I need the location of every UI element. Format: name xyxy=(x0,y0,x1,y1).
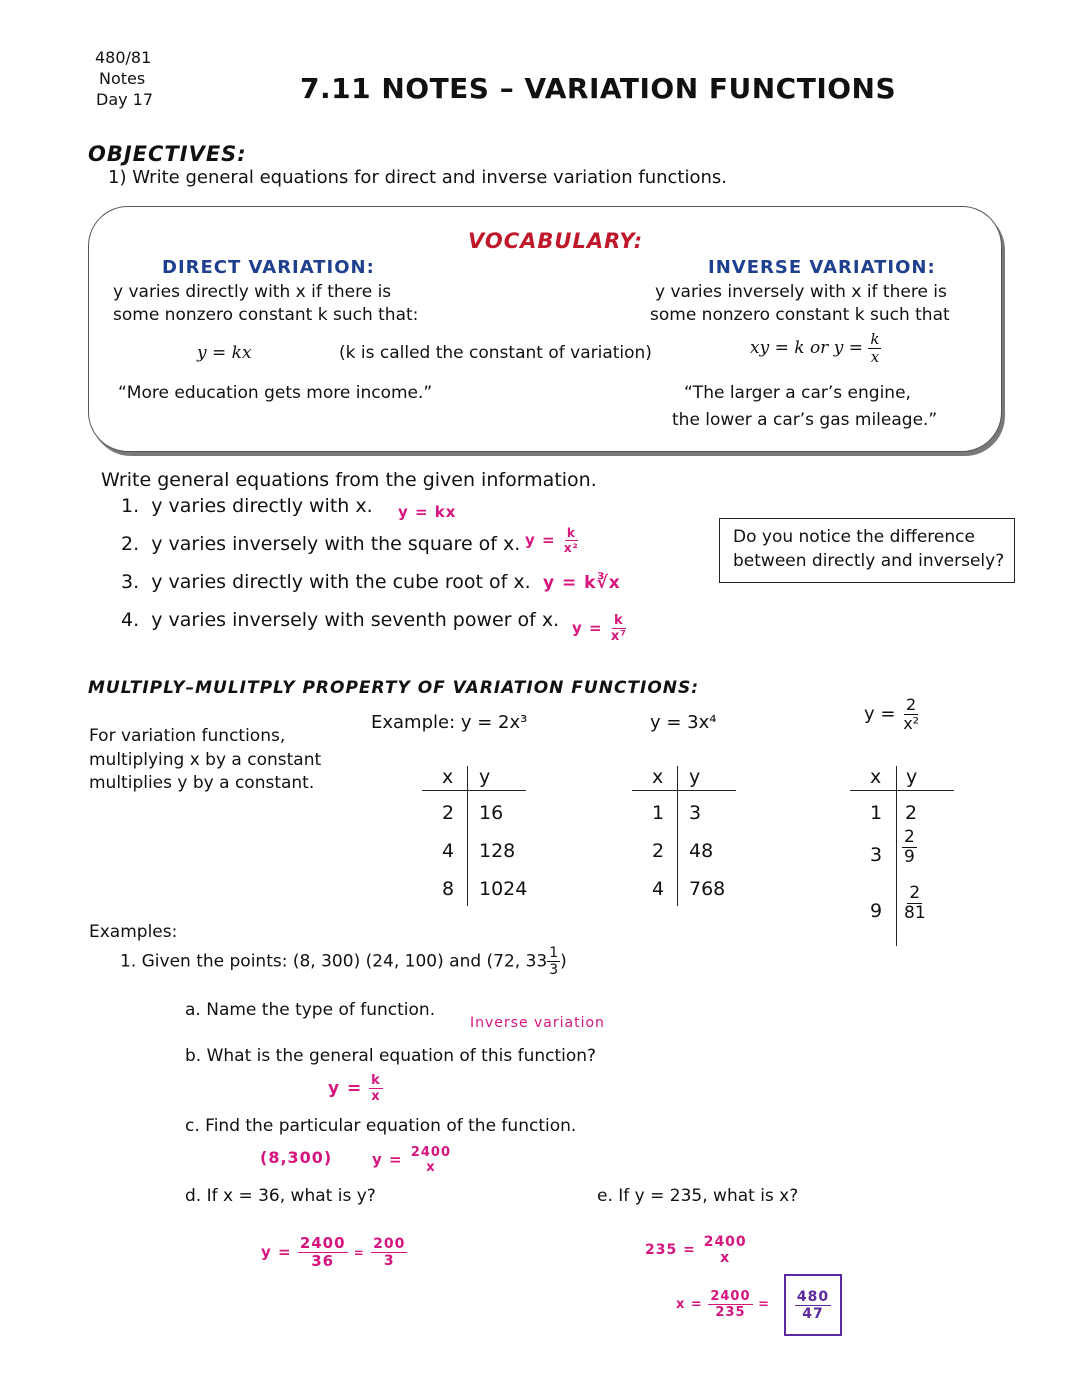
answer-e-final-den: 47 xyxy=(802,1305,824,1322)
notice-line2: between directly and inversely? xyxy=(733,551,1005,571)
table-cell: 768 xyxy=(689,878,726,900)
inverse-eq-prefix: xy = k or y = xyxy=(750,338,863,358)
table-header-y: y xyxy=(479,766,491,788)
inverse-variation-heading: INVERSE VARIATION: xyxy=(708,257,936,278)
table-cell: 2 xyxy=(442,802,455,824)
table-cell: 3 xyxy=(689,802,702,824)
example-item-1-close: ) xyxy=(560,951,567,972)
example-1-label: Example: y = 2x³ xyxy=(371,712,528,733)
practice-instruction: Write general equations from the given information. xyxy=(101,469,597,491)
direct-variation-heading: DIRECT VARIATION: xyxy=(162,257,375,278)
answer-2-prefix: y = xyxy=(525,531,556,549)
item-number: 2. xyxy=(121,533,140,555)
answer-d-eq: = xyxy=(353,1246,365,1260)
answer-e-eq: = xyxy=(758,1297,770,1312)
example-3-den: x² xyxy=(903,714,920,733)
table-cell: 2 xyxy=(652,840,665,862)
answer-4-num: k xyxy=(614,613,624,628)
answer-4-prefix: y = xyxy=(572,619,603,637)
answer-d-prefix: y = xyxy=(261,1243,292,1261)
inverse-eq-num: k xyxy=(870,330,880,348)
answer-1: y = kx xyxy=(398,503,457,521)
answer-e-step1-num: 2400 xyxy=(703,1234,747,1250)
answer-d-den: 36 xyxy=(311,1252,335,1270)
direct-def-line1: y varies directly with x if there is xyxy=(113,282,392,302)
direct-equation: y = kx xyxy=(197,343,252,363)
table-cell-fraction xyxy=(902,885,928,922)
table-cell: 16 xyxy=(479,802,504,824)
item-number: 1. xyxy=(121,495,140,517)
vocabulary-heading: VOCABULARY: xyxy=(468,229,644,253)
notes-label: Notes xyxy=(99,69,146,88)
notice-line1: Do you notice the difference xyxy=(733,527,975,547)
answer-e-step2-den: 235 xyxy=(715,1305,746,1320)
inverse-quote-line1: “The larger a car’s engine, xyxy=(684,383,911,403)
table-cell: 1 xyxy=(652,802,665,824)
question-b: b. What is the general equation of this function? xyxy=(185,1046,597,1066)
fraction-den: 9 xyxy=(904,847,915,867)
mixed-frac-den: 3 xyxy=(549,962,559,978)
example-item-1-text: 1. Given the points: (8, 300) (24, 100) and (72, 33 xyxy=(120,951,548,972)
direct-def-line2: some nonzero constant k such that: xyxy=(113,305,419,325)
table-cell-fraction xyxy=(902,829,917,866)
table-header-y: y xyxy=(906,766,918,788)
answer-b-den: x xyxy=(371,1089,381,1104)
table-header-x: x xyxy=(652,766,664,788)
course-number: 480/81 xyxy=(95,48,152,67)
practice-item-3 xyxy=(121,571,531,593)
objectives-heading: OBJECTIVES: xyxy=(88,142,247,166)
answer-d-num: 2400 xyxy=(299,1234,346,1252)
item-text: y varies inversely with the square of x. xyxy=(151,533,521,555)
example-3-num: 2 xyxy=(906,695,917,714)
fraction-den: 81 xyxy=(904,903,926,923)
table-cell: 4 xyxy=(652,878,665,900)
example-3-label xyxy=(864,697,921,732)
answer-4-den: x⁷ xyxy=(610,629,627,644)
answer-e-final-num: 480 xyxy=(796,1288,830,1305)
answer-d-num2: 200 xyxy=(373,1236,406,1252)
inverse-def-line2: some nonzero constant k such that xyxy=(650,305,950,325)
table-example-1 xyxy=(422,762,527,912)
direct-quote: “More education gets more income.” xyxy=(118,383,433,403)
item-text: y varies directly with the cube root of x. xyxy=(151,571,531,593)
practice-item-2 xyxy=(121,533,520,555)
practice-item-1 xyxy=(121,495,373,517)
inverse-eq-den: x xyxy=(870,348,880,366)
constant-note: (k is called the constant of variation) xyxy=(339,343,652,363)
question-c: c. Find the particular equation of the function. xyxy=(185,1116,577,1136)
answer-c-point: (8,300) xyxy=(260,1148,333,1167)
question-e: e. If y = 235, what is x? xyxy=(597,1186,799,1206)
table-cell: 1 xyxy=(870,802,883,824)
answer-e-step1-prefix: 235 = xyxy=(645,1242,696,1258)
answer-c-prefix: y = xyxy=(372,1150,403,1169)
table-cell: 9 xyxy=(870,900,883,922)
answer-b-prefix: y = xyxy=(328,1078,363,1099)
answer-b xyxy=(328,1074,383,1103)
item-text: y varies directly with x. xyxy=(151,495,373,517)
table-cell: 3 xyxy=(870,844,883,866)
property-desc-line3: multiplies y by a constant. xyxy=(89,773,315,793)
answer-2-num: k xyxy=(566,526,576,540)
example-item-1 xyxy=(120,946,567,977)
table-cell: 1024 xyxy=(479,878,528,900)
table-cell: 2 xyxy=(905,802,918,824)
objective-item: 1) Write general equations for direct and inverse variation functions. xyxy=(108,167,727,188)
table-cell: 48 xyxy=(689,840,714,862)
table-cell: 128 xyxy=(479,840,516,862)
answer-d-den2: 3 xyxy=(383,1253,395,1269)
table-header-x: x xyxy=(870,766,882,788)
answer-c-num: 2400 xyxy=(410,1145,451,1160)
answer-e-step2-prefix: x = xyxy=(676,1297,703,1312)
answer-d xyxy=(261,1236,407,1269)
answer-e-step2-num: 2400 xyxy=(710,1289,751,1304)
examples-heading: Examples: xyxy=(89,922,178,942)
answer-e-final-box xyxy=(784,1274,842,1336)
item-number: 4. xyxy=(121,609,140,631)
answer-3: y = k∛x xyxy=(543,573,621,593)
table-header-y: y xyxy=(689,766,701,788)
property-desc-line1: For variation functions, xyxy=(89,726,286,746)
answer-e-step1 xyxy=(645,1235,749,1265)
page-title: 7.11 NOTES – VARIATION FUNCTIONS xyxy=(300,72,897,105)
question-a: a. Name the type of function. xyxy=(185,1000,436,1020)
table-example-3 xyxy=(850,762,955,952)
item-text: y varies inversely with seventh power of x. xyxy=(151,609,560,631)
fraction-num: 2 xyxy=(904,827,915,847)
inverse-quote-line2: the lower a car’s gas mileage.” xyxy=(672,410,938,430)
answer-2 xyxy=(525,527,581,554)
example-2-label: y = 3x⁴ xyxy=(650,712,717,733)
table-cell: 4 xyxy=(442,840,455,862)
answer-b-num: k xyxy=(371,1073,381,1088)
answer-c-den: x xyxy=(426,1160,436,1175)
example-3-prefix: y = xyxy=(864,703,896,725)
answer-e-step2 xyxy=(676,1290,770,1319)
answer-e-step1-den: x xyxy=(720,1250,731,1266)
table-example-2 xyxy=(632,762,737,912)
item-number: 3. xyxy=(121,571,140,593)
inverse-equation xyxy=(750,332,881,365)
answer-2-den: x² xyxy=(563,541,579,555)
table-cell: 8 xyxy=(442,878,455,900)
day-label: Day 17 xyxy=(96,90,154,109)
fraction-num: 2 xyxy=(909,883,921,903)
question-d: d. If x = 36, what is y? xyxy=(185,1186,376,1206)
property-desc-line2: multiplying x by a constant xyxy=(89,750,322,770)
answer-c xyxy=(372,1146,453,1174)
inverse-def-line1: y varies inversely with x if there is xyxy=(655,282,947,302)
answer-a: Inverse variation xyxy=(470,1015,605,1031)
table-header-x: x xyxy=(442,766,454,788)
property-heading: MULTIPLY–MULITPLY PROPERTY OF VARIATION FUNCTIONS: xyxy=(88,678,700,698)
answer-4 xyxy=(572,614,629,643)
practice-item-4 xyxy=(121,609,559,631)
mixed-frac-num: 1 xyxy=(549,945,559,961)
